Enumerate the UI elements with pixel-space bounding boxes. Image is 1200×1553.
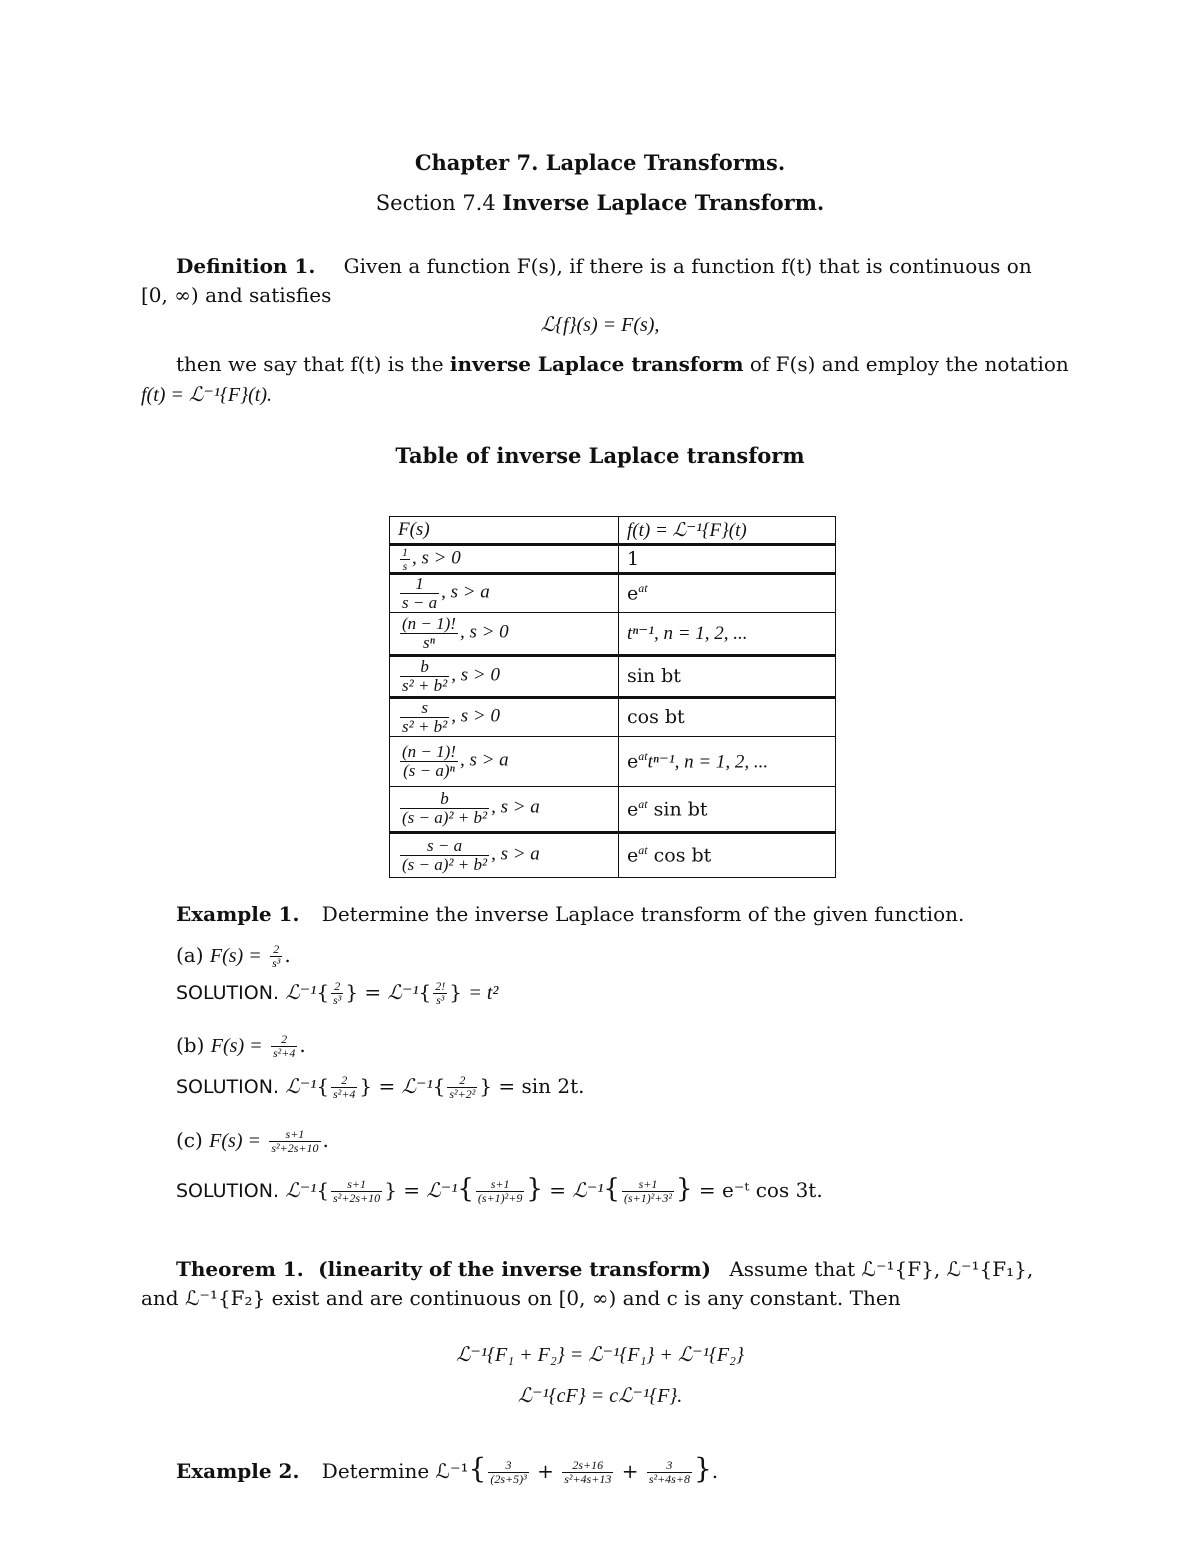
theorem1-line-1 bbox=[176, 1257, 1086, 1281]
table-row bbox=[390, 736, 836, 786]
example1-heading bbox=[176, 902, 964, 926]
table-row bbox=[390, 612, 836, 655]
definition-equation: ℒ{f}(s) = F(s), bbox=[540, 314, 660, 336]
table-header-row bbox=[390, 517, 836, 545]
table-row bbox=[390, 655, 836, 697]
table-title: Table of inverse Laplace transform bbox=[395, 443, 805, 468]
table-header-left: F(s) bbox=[390, 517, 619, 545]
inverse-laplace-table bbox=[389, 516, 836, 878]
definition-text-1: Given a function F(s), if there is a function f(t) that is continuous on bbox=[343, 254, 1032, 278]
table-cell-ft: 1 bbox=[619, 545, 836, 574]
table-cell-fs: $\frac{s}{\text{s² + b²}}$ , s > 0 bbox=[390, 697, 619, 736]
table-cell-fs: $\frac{1}{s}$ , s > 0 bbox=[390, 545, 619, 574]
example1-b-question: (b) F(s) = $\frac{2}{\text{s²+4}}$ . bbox=[176, 1032, 306, 1060]
definition-text-3a: then we say that f(t) is the bbox=[176, 352, 444, 376]
table-cell-ft: cos bt bbox=[619, 697, 836, 736]
table-cell-fs: $\frac{(n - 1)!}{\text{sⁿ}}$ , s > 0 bbox=[390, 612, 619, 655]
definition-text-3b: of F(s) and employ the notation bbox=[749, 352, 1069, 376]
table-cell-ft: sin bt bbox=[619, 655, 836, 697]
section-number: Section 7.4 bbox=[375, 191, 496, 215]
table-row bbox=[390, 832, 836, 877]
example1-a-solution: SOLUTION. ℒ⁻¹{ $\frac{2}{\text{s³}}$ } = ℒ⁻¹{ $\frac{2!}{\text{s³}}$ } = t² bbox=[176, 979, 499, 1007]
example2-line: Example 2. Determine ℒ⁻¹{ $\frac{3}{\text{(2s+5)³}}$ + $\frac{2s+16}{\text{s²+4s+13}}$ + $\frac{3}{\text{s²+4s+8}}$ }. bbox=[176, 1452, 719, 1486]
table-cell-fs: $\frac{1}{s - a}$ , s > a bbox=[390, 574, 619, 613]
table-cell-ft: $e^{at}$ bbox=[619, 574, 836, 613]
table-row bbox=[390, 697, 836, 736]
definition-notation: f(t) = ℒ⁻¹{F}(t). bbox=[141, 384, 272, 406]
definition-term: inverse Laplace transform bbox=[449, 352, 744, 376]
table-cell-ft: tⁿ⁻¹, n = 1, 2, ... bbox=[619, 612, 836, 655]
example2-prompt: Determine ℒ⁻¹ bbox=[321, 1459, 469, 1483]
section-title: Inverse Laplace Transform. bbox=[502, 190, 825, 215]
example1-c-solution: SOLUTION. ℒ⁻¹{ $\frac{s+1}{\text{s²+2s+10}}$ } = ℒ⁻¹{ $\frac{s+1}{\text{(s+1)²+9}}$ } = ℒ⁻¹{ $\frac{s+1}{\text{(s+1)²+3²}}$ } = e⁻ᵗ cos 3t. bbox=[176, 1174, 823, 1205]
table-cell-fs: $\frac{s - a}{\text{(s − a)² + b²}}$ , s > a bbox=[390, 832, 619, 877]
example1-c-question: (c) F(s) = $\frac{s+1}{\text{s²+2s+10}}$ . bbox=[176, 1127, 329, 1155]
theorem1-text-1: Assume that ℒ⁻¹{F}, ℒ⁻¹{F₁}, bbox=[729, 1257, 1034, 1281]
theorem1-name: (linearity of the inverse transform) bbox=[318, 1257, 711, 1281]
table-cell-ft: $e^{at}t^{n-1}$, n = 1, 2, ... bbox=[619, 736, 836, 786]
definition-line-1 bbox=[176, 254, 1086, 278]
table-cell-ft: $e^{at}$ sin bt bbox=[619, 786, 836, 832]
definition-line-2: [0, ∞) and satisfies bbox=[141, 283, 332, 307]
theorem1-label: Theorem 1. bbox=[176, 1257, 304, 1281]
table-cell-fs: $\frac{b}{\text{s² + b²}}$ , s > 0 bbox=[390, 655, 619, 697]
example1-b-solution: SOLUTION. ℒ⁻¹{ $\frac{2}{\text{s²+4}}$ } = ℒ⁻¹{ $\frac{2}{\text{s²+2²}}$ } = sin 2t. bbox=[176, 1073, 585, 1101]
table-cell-fs: $\frac{b}{\text{(s − a)² + b²}}$ , s > a bbox=[390, 786, 619, 832]
table-cell-ft: $e^{at}$ cos bt bbox=[619, 832, 836, 877]
definition-line-3 bbox=[176, 352, 1086, 376]
example2-label: Example 2. bbox=[176, 1459, 300, 1483]
table-header-right: f(t) = ℒ⁻¹{F}(t) bbox=[619, 517, 836, 545]
theorem1-line-2: and ℒ⁻¹{F₂} exist and are continuous on [0, ∞) and c is any constant. Then bbox=[141, 1286, 901, 1310]
chapter-title: Chapter 7. Laplace Transforms. bbox=[414, 150, 786, 175]
table-row bbox=[390, 786, 836, 832]
theorem1-equation-1: ℒ⁻¹{F₁ + F₂} = ℒ⁻¹{F₁} + ℒ⁻¹{F₂} bbox=[455, 1344, 745, 1366]
definition-label: Definition 1. bbox=[176, 254, 316, 278]
example1-prompt: Determine the inverse Laplace transform of the given function. bbox=[321, 902, 965, 926]
theorem1-equation-2: ℒ⁻¹{cF} = cℒ⁻¹{F}. bbox=[517, 1385, 683, 1407]
table-row bbox=[390, 545, 836, 574]
table-cell-fs: $\frac{(n - 1)!}{\text{(s − a)ⁿ}}$ , s > a bbox=[390, 736, 619, 786]
table-row bbox=[390, 574, 836, 613]
example1-a-question: (a) F(s) = $\frac{2}{\text{s³}}$ . bbox=[176, 942, 291, 970]
section-heading bbox=[0, 190, 1200, 215]
example1-label: Example 1. bbox=[176, 902, 300, 926]
